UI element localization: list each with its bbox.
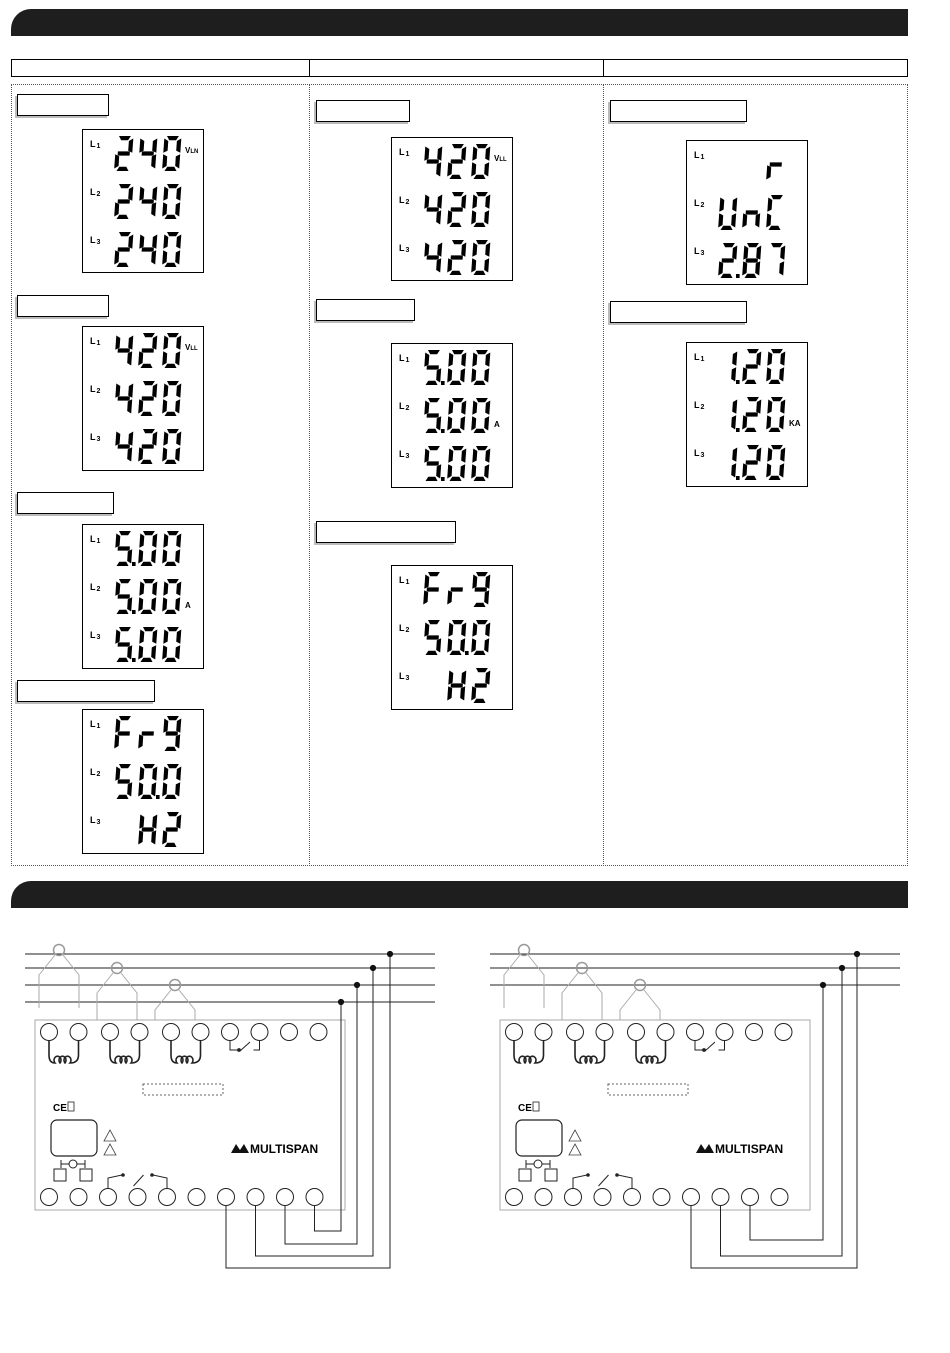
svg-text:MULTISPAN: MULTISPAN [715,1142,784,1156]
current-transformer [97,963,137,1027]
screen-tab [610,301,747,323]
column-header-3 [603,59,908,77]
screen-tab [17,295,109,317]
line-label: L2 [399,623,410,634]
line-label: L1 [694,150,705,161]
lcd-row [731,445,785,480]
lcd-display [82,524,204,669]
line-label: L1 [399,575,410,586]
line-label: L3 [399,671,410,682]
lcd-row [138,812,181,847]
lcd-row [423,572,490,607]
line-label: L3 [399,449,410,460]
lcd-row [424,398,490,433]
lcd-display [391,343,513,488]
screen-tab [316,521,456,543]
line-label: L2 [90,767,101,778]
section-header-bar-wiring [11,881,908,908]
unit-label: VLL [494,154,507,163]
lcd-row [447,668,490,703]
lcd-display [82,129,204,273]
lcd-row [424,350,490,385]
line-label: L1 [399,147,410,158]
line-label: L3 [694,448,705,459]
lcd-display [391,565,513,710]
lcd-row [114,136,181,171]
line-label: L3 [90,630,101,641]
lcd-row [766,162,782,179]
line-label: L1 [90,139,101,150]
line-label: L2 [90,582,101,593]
lcd-row [115,579,181,614]
line-label: L1 [90,534,101,545]
wiring-diagrams [0,930,950,1270]
screen-tab [17,492,114,514]
lcd-row [424,620,490,655]
lcd-row [115,531,181,566]
lcd-row [424,144,490,179]
lcd-display [686,342,808,487]
lcd-row [114,184,181,219]
column-header-2 [309,59,604,77]
line-label: L1 [694,352,705,363]
line-label: L3 [90,815,101,826]
lcd-display [82,326,204,471]
column-header-1 [11,59,310,77]
line-label: L3 [90,432,101,443]
lcd-row [731,397,785,432]
line-label: L2 [90,384,101,395]
line-label: L1 [90,719,101,730]
unit-label: KA [789,419,801,428]
lcd-row [115,627,181,662]
unit-label: VLN [185,146,199,155]
line-label: L3 [90,235,101,246]
lcd-row [114,716,181,751]
line-label: L1 [90,336,101,347]
screen-tab [17,94,109,116]
ce-mark: CE [53,1103,67,1114]
unit-label: VLL [185,343,198,352]
line-label: L2 [399,195,410,206]
lcd-display [82,709,204,854]
unit-label: A [185,601,191,610]
lcd-row [424,446,490,481]
lcd-row [718,243,785,278]
screen-tab [610,100,747,122]
lcd-row [115,764,181,799]
line-label: L1 [399,353,410,364]
line-label: L3 [399,243,410,254]
lcd-display [391,137,513,281]
line-label: L2 [694,198,705,209]
lcd-row [115,429,181,464]
line-label: L2 [694,400,705,411]
line-label: L2 [90,187,101,198]
lcd-row [114,232,181,267]
svg-text:MULTISPAN: MULTISPAN [250,1142,319,1156]
screen-tab [17,680,155,702]
ce-mark: CE [518,1103,532,1114]
line-label: L3 [694,246,705,257]
lcd-row [424,192,490,227]
lcd-row [115,381,181,416]
lcd-row [424,240,490,275]
lcd-row [115,333,181,368]
lcd-row [731,349,785,384]
current-transformer [562,963,602,1027]
section-header-bar-top [11,9,908,36]
line-label: L2 [399,401,410,412]
lcd-display [686,140,808,285]
screen-tab [316,100,410,122]
screen-tab [316,299,415,321]
unit-label: A [494,420,500,429]
lcd-row [718,195,783,230]
